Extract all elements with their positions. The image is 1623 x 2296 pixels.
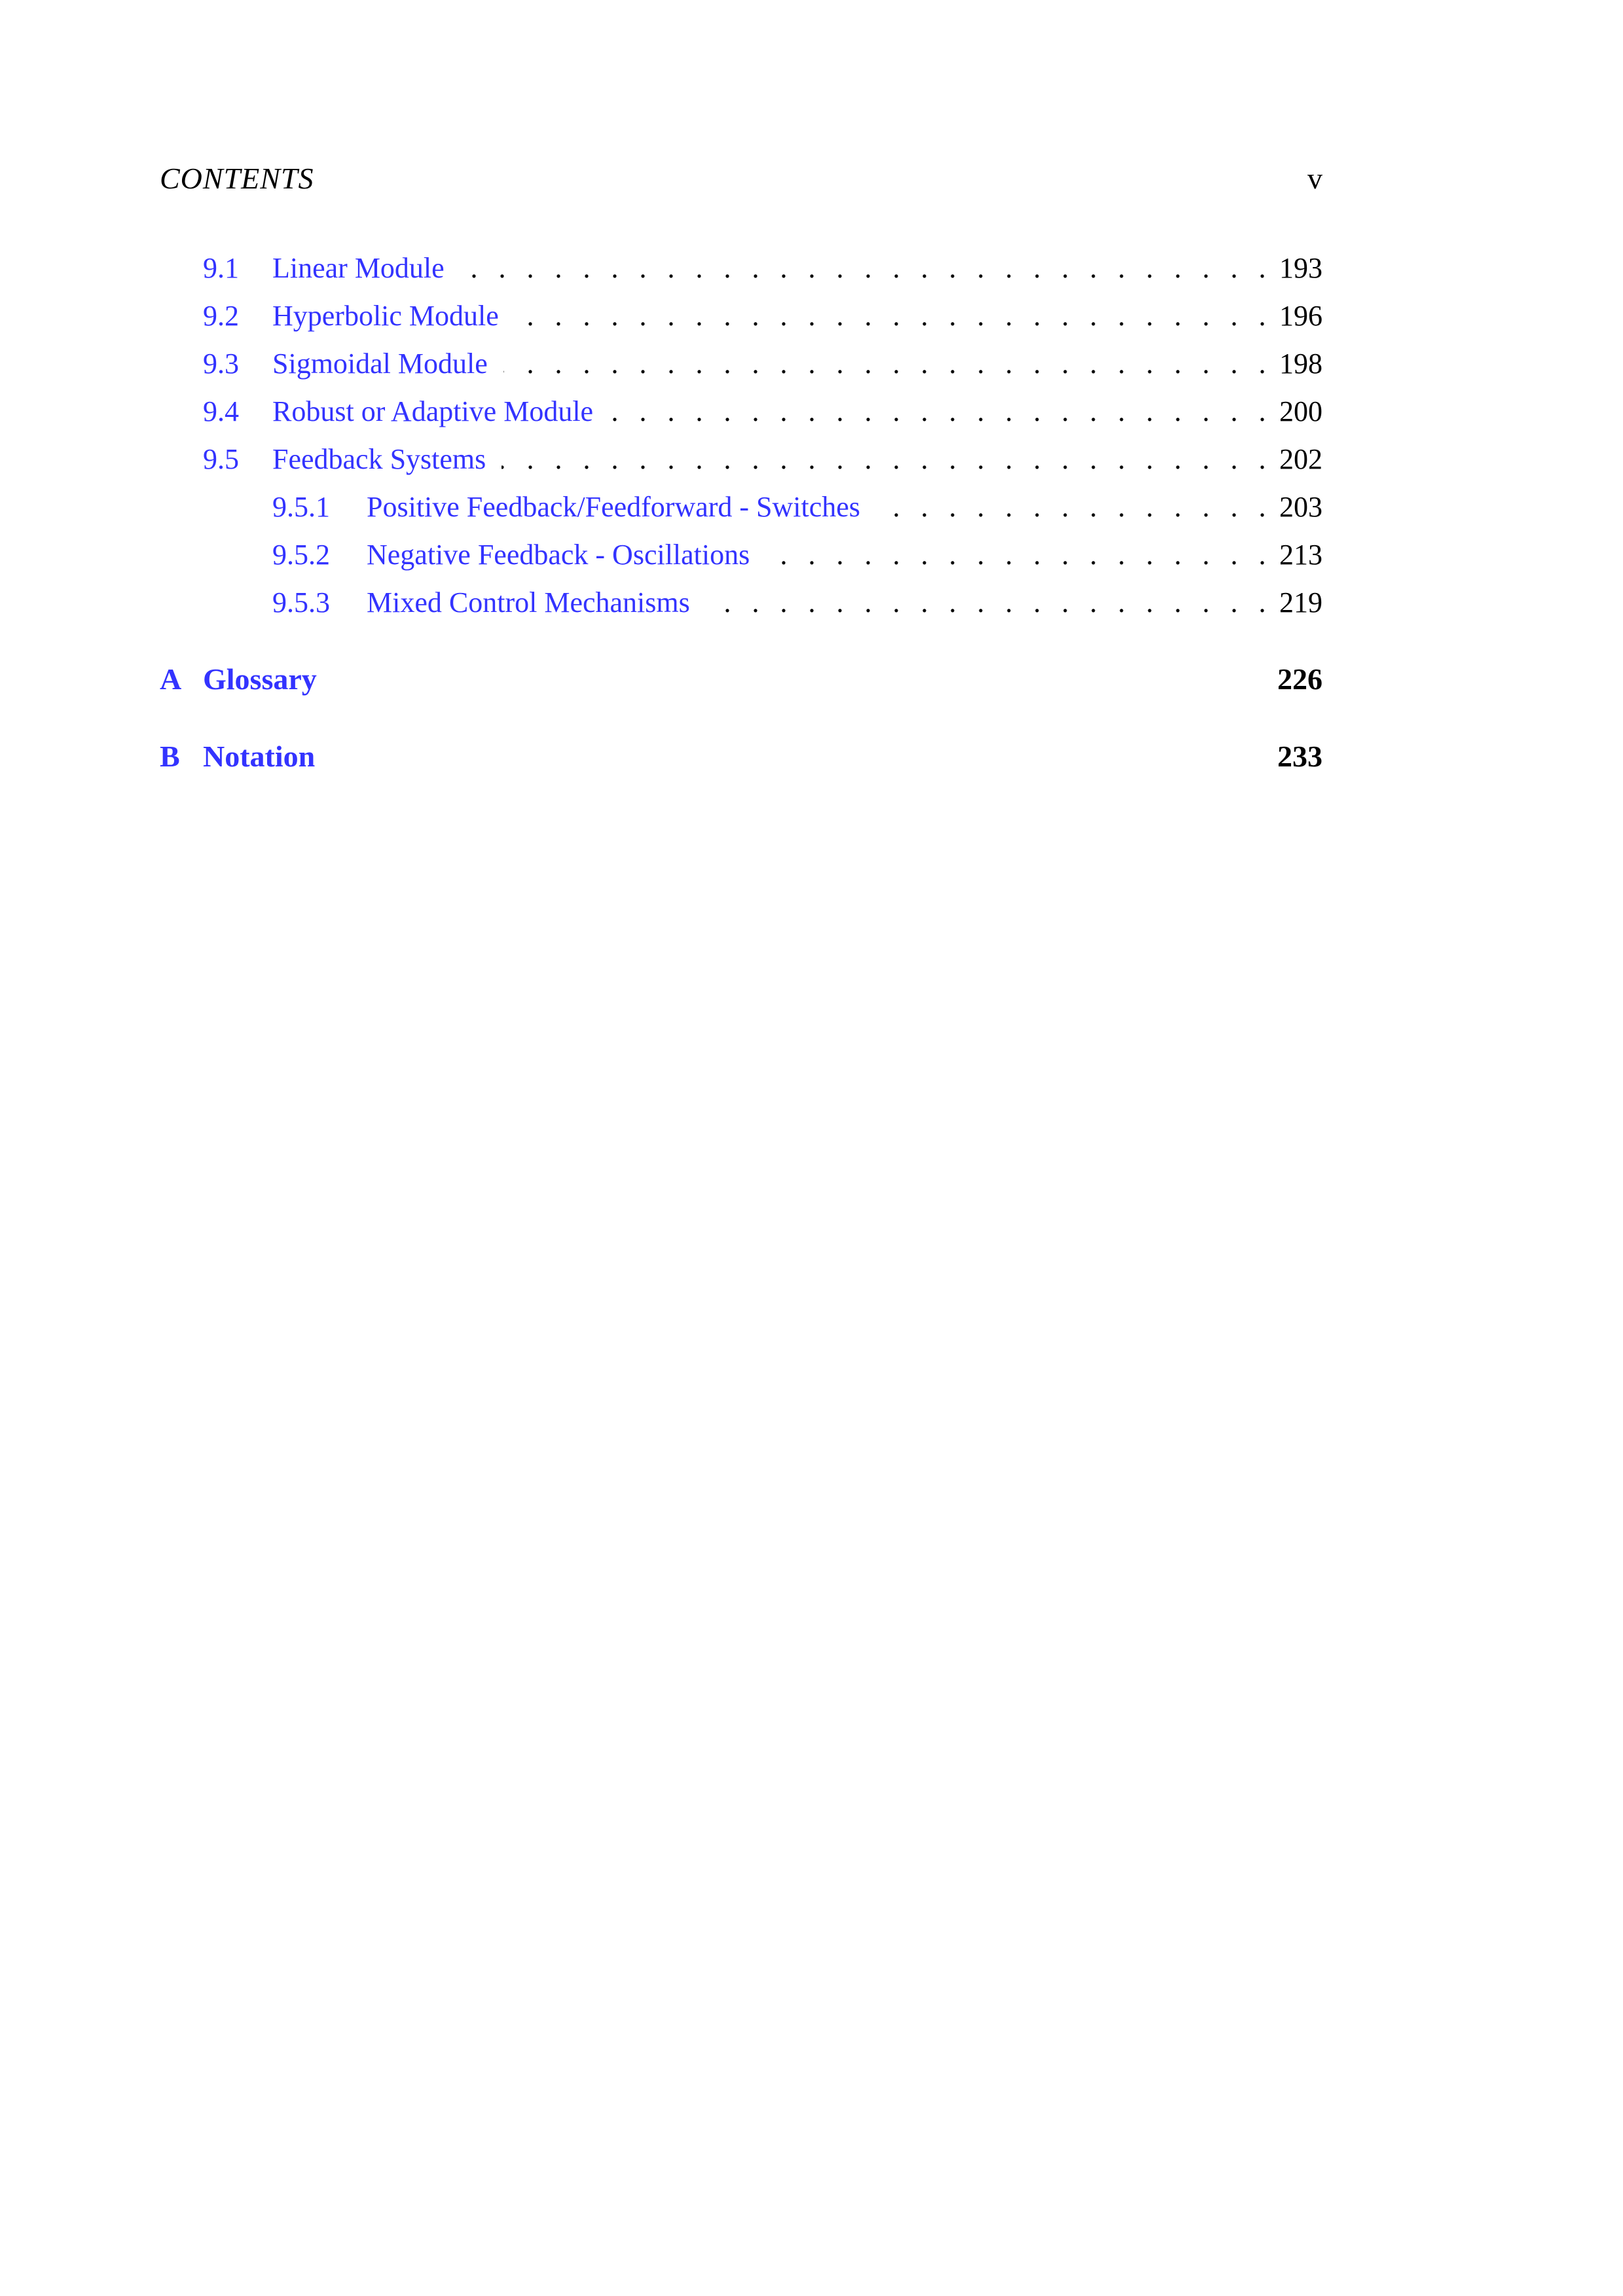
toc-entry-number[interactable]: 9.5.2 [272,539,330,571]
toc-appendix-b[interactable] [160,737,1322,776]
page-number: v [1307,162,1322,195]
toc-entry-number[interactable]: 9.4 [203,395,239,427]
toc-appendix-letter[interactable]: B [160,740,180,773]
toc-entry-page: 202 [1279,443,1322,475]
toc-entry-page: 219 [1279,586,1322,619]
dot-leader [486,440,1279,479]
toc-entry-9-4[interactable] [160,392,1322,431]
toc-entry-page: 193 [1279,252,1322,284]
toc-entry-link[interactable]: Mixed Control Mechanisms [367,586,690,619]
dot-leader [445,249,1279,288]
toc-entry-9-5-1[interactable] [160,488,1322,527]
toc-entry-number[interactable]: 9.1 [203,252,239,284]
toc-entry-9-5-2[interactable] [160,535,1322,575]
toc-entry-number[interactable]: 9.5.1 [272,491,330,523]
toc-entry-9-5[interactable] [160,440,1322,479]
toc-entry-number[interactable]: 9.2 [203,300,239,332]
dot-leader [750,535,1279,575]
toc-entry-number[interactable]: 9.5 [203,443,239,475]
toc-appendix-a[interactable] [160,660,1322,699]
toc-appendix-link[interactable]: Glossary [203,662,317,696]
toc-entry-page: 196 [1279,300,1322,332]
dot-leader [860,488,1279,527]
dot-leader [690,583,1279,622]
toc-entry-link[interactable]: Hyperbolic Module [272,300,499,332]
dot-leader [499,296,1279,336]
toc-appendix-letter[interactable]: A [160,662,182,696]
toc-entry-link[interactable]: Linear Module [272,252,445,284]
toc-appendix-page: 226 [1277,662,1322,696]
toc-appendix-link[interactable]: Notation [203,740,316,773]
toc-entry-link[interactable]: Robust or Adaptive Module [272,395,594,427]
toc-entry-link[interactable]: Negative Feedback - Oscillations [367,539,750,571]
toc-appendix-page: 233 [1277,740,1322,773]
toc-entry-number[interactable]: 9.3 [203,348,239,380]
toc-entry-page: 198 [1279,348,1322,380]
toc-entry-page: 203 [1279,491,1322,523]
toc-entry-number[interactable]: 9.5.3 [272,586,330,619]
running-header-title: CONTENTS [160,162,314,195]
toc-entry-9-2[interactable] [160,296,1322,336]
toc-entry-9-3[interactable] [160,344,1322,384]
toc-entry-page: 213 [1279,539,1322,571]
toc-entry-9-5-3[interactable] [160,583,1322,622]
running-header [160,161,1322,200]
toc-entry-page: 200 [1279,395,1322,427]
dot-leader [488,344,1279,384]
toc-entry-link[interactable]: Positive Feedback/Feedforward - Switches [367,491,860,523]
toc-entry-link[interactable]: Feedback Systems [272,443,486,475]
dot-leader [593,392,1279,431]
toc-entry-link[interactable]: Sigmoidal Module [272,348,488,380]
toc-entry-9-1[interactable] [160,249,1322,288]
